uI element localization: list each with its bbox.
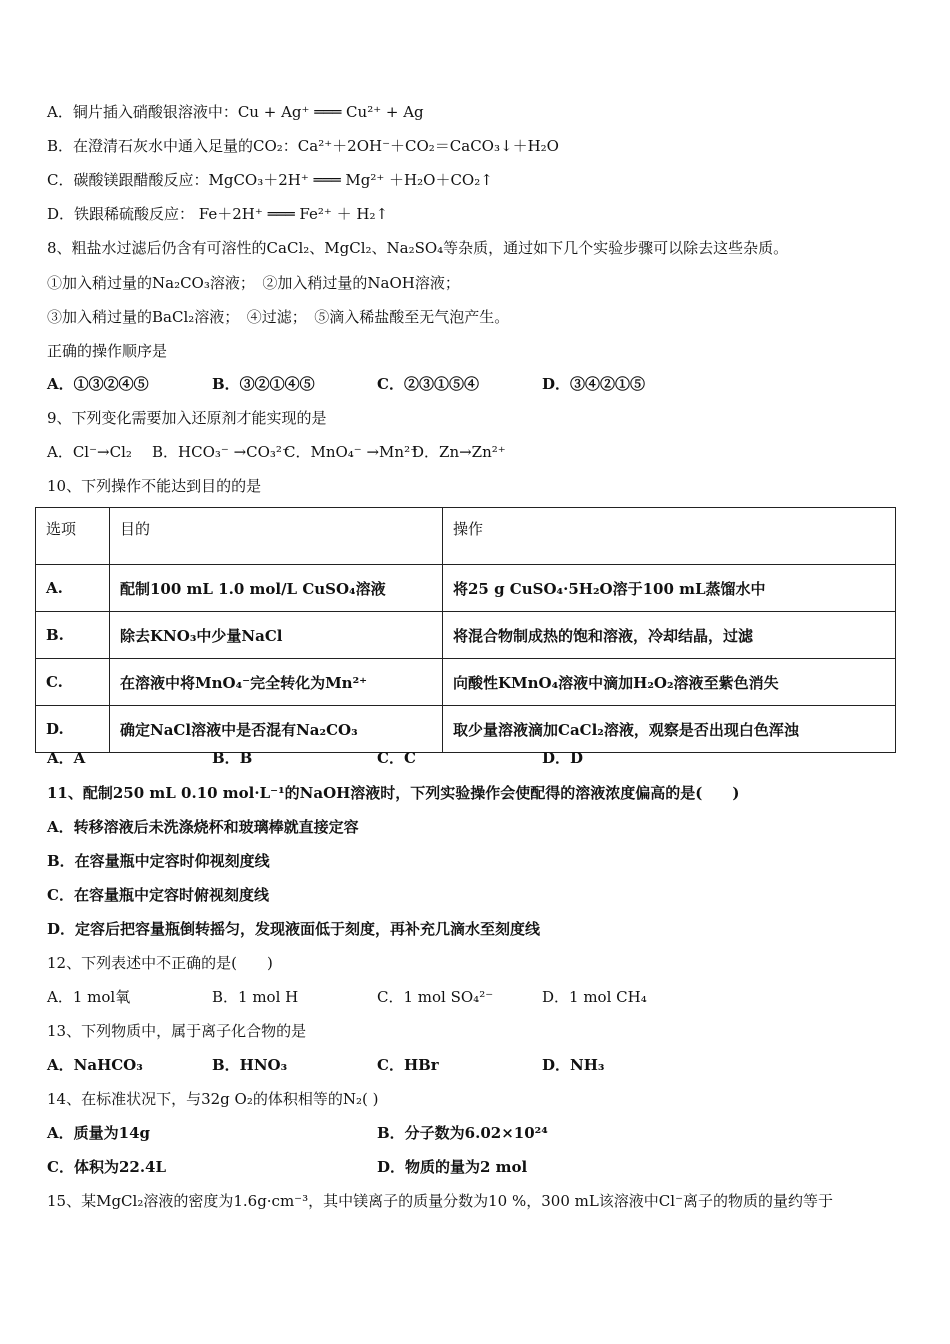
q9-option: B．HCO₃⁻ →CO₃²⁻	[152, 443, 290, 461]
q12-option: A．1 mol氧	[47, 988, 131, 1006]
q12-option: B．1 mol H	[212, 988, 299, 1006]
q8-step-1: ①加入稍过量的Na₂CO₃溶液； ②加入稍过量的NaOH溶液；	[47, 274, 460, 292]
q10-option: A．A	[47, 749, 86, 767]
q8-option: B．③②①④⑤	[212, 375, 315, 393]
q8-stem: 8、粗盐水过滤后仍含有可溶性的CaCl₂、MgCl₂、Na₂SO₄等杂质，通过如下几个实验步骤可以除去这些杂质。	[47, 239, 789, 257]
table-row	[36, 659, 896, 706]
table-row	[36, 565, 896, 612]
cell: 在溶液中将MnO₄⁻完全转化为Mn²⁺	[110, 659, 443, 706]
q9-stem: 9、下列变化需要加入还原剂才能实现的是	[47, 409, 327, 427]
q11-option-b: B．在容量瓶中定容时仰视刻度线	[47, 852, 270, 870]
table-header: 操作	[443, 508, 896, 565]
q12-stem: 12、下列表述中不正确的是( )	[47, 954, 273, 972]
q8-option: C．②③①⑤④	[377, 375, 479, 393]
cell: 配制100 mL 1.0 mol/L CuSO₄溶液	[110, 565, 443, 612]
q10-table	[35, 507, 896, 753]
q14-option: D．物质的量为2 mol	[377, 1158, 528, 1176]
table-header: 选项	[36, 508, 110, 565]
q14-option: A．质量为14g	[47, 1124, 151, 1142]
q11-option-d: D．定容后把容量瓶倒转摇匀，发现液面低于刻度，再补充几滴水至刻度线	[47, 920, 541, 938]
cell: 取少量溶液滴加CaCl₂溶液，观察是否出现白色浑浊	[443, 706, 896, 753]
q13-option: B．HNO₃	[212, 1056, 288, 1074]
q13-stem: 13、下列物质中，属于离子化合物的是	[47, 1022, 307, 1040]
q7-option-b: B．在澄清石灰水中通入足量的CO₂：Ca²⁺＋2OH⁻＋CO₂＝CaCO₃↓＋H₂O	[47, 137, 559, 155]
table-row	[36, 706, 896, 753]
q8-option: A．①③②④⑤	[47, 375, 149, 393]
q10-option: B．B	[212, 749, 253, 767]
q12-option: C．1 mol SO₄²⁻	[377, 988, 494, 1006]
q7-option-a: A．铜片插入硝酸银溶液中：Cu + Ag⁺ ═══ Cu²⁺ + Ag	[47, 103, 424, 121]
cell: 向酸性KMnO₄溶液中滴加H₂O₂溶液至紫色消失	[443, 659, 896, 706]
q11-option-c: C．在容量瓶中定容时俯视刻度线	[47, 886, 269, 904]
q8-step-2: ③加入稍过量的BaCl₂溶液； ④过滤； ⑤滴入稀盐酸至无气泡产生。	[47, 308, 510, 326]
q12-option: D．1 mol CH₄	[542, 988, 647, 1006]
q8-ask: 正确的操作顺序是	[47, 342, 168, 360]
cell: 除去KNO₃中少量NaCl	[110, 612, 443, 659]
q10-option: D．D	[542, 749, 584, 767]
q15-stem: 15、某MgCl₂溶液的密度为1.6g·cm⁻³，其中镁离子的质量分数为10 %，300 mL该溶液中Cl⁻离子的物质的量约等于	[47, 1192, 834, 1210]
cell: D.	[36, 706, 110, 753]
q9-option: D．Zn→Zn²⁺	[412, 443, 506, 461]
cell: 将25 g CuSO₄·5H₂O溶于100 mL蒸馏水中	[443, 565, 896, 612]
q11-option-a: A．转移溶液后未洗涤烧杯和玻璃棒就直接定容	[47, 818, 359, 836]
q14-option: C．体积为22.4L	[47, 1158, 167, 1176]
q13-option: C．HBr	[377, 1056, 439, 1074]
cell: 将混合物制成热的饱和溶液，冷却结晶，过滤	[443, 612, 896, 659]
q14-option: B．分子数为6.02×10²⁴	[377, 1124, 548, 1142]
q11-stem: 11、配制250 mL 0.10 mol·L⁻¹的NaOH溶液时，下列实验操作会使配得的溶液浓度偏高的是( )	[47, 784, 740, 802]
table-row	[36, 612, 896, 659]
cell: 确定NaCl溶液中是否混有Na₂CO₃	[110, 706, 443, 753]
q13-option: D．NH₃	[542, 1056, 605, 1074]
q9-option: C．MnO₄⁻ →Mn²⁺	[284, 443, 419, 461]
q14-stem: 14、在标准状况下，与32g O₂的体积相等的N₂( )	[47, 1090, 379, 1108]
q13-option: A．NaHCO₃	[47, 1056, 143, 1074]
cell: C.	[36, 659, 110, 706]
q10-option: C．C	[377, 749, 416, 767]
cell: B.	[36, 612, 110, 659]
table-header: 目的	[110, 508, 443, 565]
q9-option: A．Cl⁻→Cl₂	[47, 443, 132, 461]
q7-option-c: C．碳酸镁跟醋酸反应：MgCO₃＋2H⁺ ═══ Mg²⁺ ＋H₂O＋CO₂↑	[47, 171, 493, 189]
q7-option-d: D．铁跟稀硫酸反应： Fe＋2H⁺ ═══ Fe²⁺ ＋ H₂↑	[47, 205, 389, 223]
cell: A.	[36, 565, 110, 612]
q8-option: D．③④②①⑤	[542, 375, 646, 393]
q10-stem: 10、下列操作不能达到目的的是	[47, 477, 262, 495]
